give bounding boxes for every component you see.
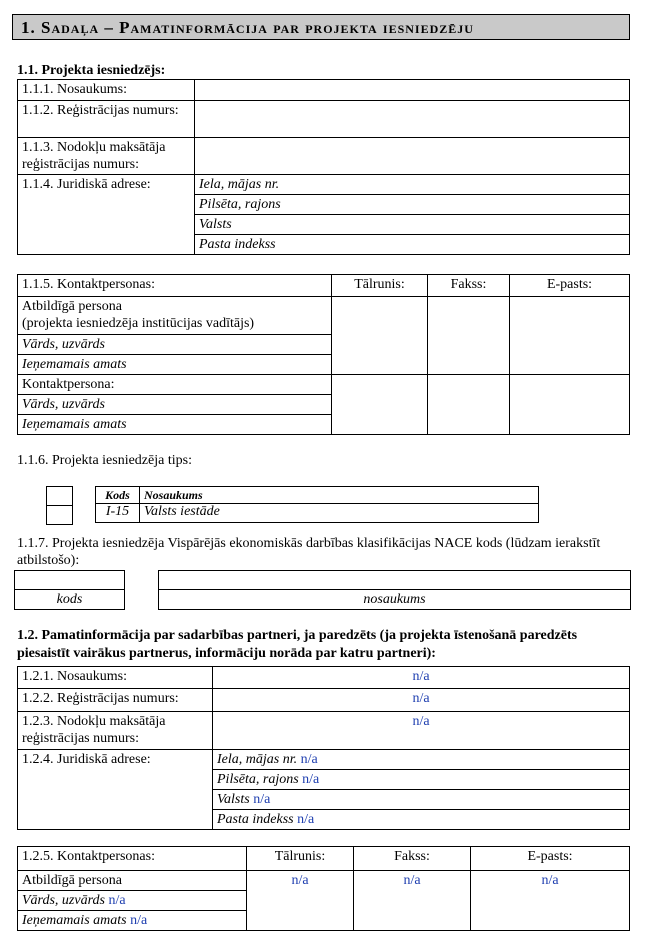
partner-email-value[interactable]: n/a xyxy=(471,871,630,931)
type-name-value: Valsts iestāde xyxy=(140,504,539,523)
nace-label: 1.1.7. Projekta iesniedzēja Vispārējās ekonomiskās darbības klasifikācijas NACE kods (lūdzam ierakstīt atbilstošo): xyxy=(17,536,601,568)
type-checkbox-1[interactable] xyxy=(47,487,73,506)
contact-fax-field[interactable] xyxy=(428,375,510,435)
applicant-type-label: 1.1.6. Projekta iesniedzēja tips: xyxy=(17,453,192,468)
city-field[interactable]: Pilsēta, rajons xyxy=(195,195,630,215)
responsible-person-label: Atbildīgā persona (projekta iesniedzēja institūcijas vadītājs) xyxy=(18,297,332,335)
email-header: E-pasts: xyxy=(510,275,630,297)
type-name-header: Nosaukums xyxy=(140,487,539,504)
partner-city-field[interactable]: Pilsēta, rajons n/a xyxy=(213,770,630,790)
nace-code-field[interactable] xyxy=(15,571,125,590)
responsible-name-field[interactable]: Vārds, uzvārds xyxy=(18,335,332,355)
fax-header: Fakss: xyxy=(428,275,510,297)
reg-label: 1.1.2. Reģistrācijas numurs: xyxy=(18,101,195,138)
partner-table xyxy=(17,666,630,830)
partner-tax-value[interactable]: n/a xyxy=(213,712,630,750)
partner-reg-value[interactable]: n/a xyxy=(213,689,630,712)
phone-header: Tālrunis: xyxy=(332,275,428,297)
responsible-phone-field[interactable] xyxy=(332,297,428,375)
partner-street-field[interactable]: Iela, mājas nr. n/a xyxy=(213,750,630,770)
partner-responsible-position-field[interactable]: Ieņemamais amats n/a xyxy=(18,911,247,931)
partner-tax-label: 1.2.3. Nodokļu maksātāja reģistrācijas numurs: xyxy=(18,712,213,750)
partner-name-value[interactable]: n/a xyxy=(213,667,630,689)
type-code-table xyxy=(95,486,539,523)
partner-name-label: 1.2.1. Nosaukums: xyxy=(18,667,213,689)
partner-email-header: E-pasts: xyxy=(471,847,630,871)
nace-name-caption: nosaukums xyxy=(159,590,631,610)
name-label: 1.1.1. Nosaukums: xyxy=(18,80,195,101)
tax-field[interactable] xyxy=(195,138,630,175)
partner-country-field[interactable]: Valsts n/a xyxy=(213,790,630,810)
nace-code-caption: kods xyxy=(15,590,125,610)
responsible-position-field[interactable]: Ieņemamais amats xyxy=(18,355,332,375)
contacts-table xyxy=(17,274,630,435)
contact-person-label: Kontaktpersona: xyxy=(18,375,332,395)
partner-contacts-label: 1.2.5. Kontaktpersonas: xyxy=(18,847,247,871)
section-header: 1. Sadaļa – Pamatinformācija par projekta iesniedzēju xyxy=(12,14,630,40)
contacts-label: 1.1.5. Kontaktpersonas: xyxy=(18,275,332,297)
contact-name-field[interactable]: Vārds, uzvārds xyxy=(18,395,332,415)
postcode-field[interactable]: Pasta indekss xyxy=(195,235,630,255)
contact-phone-field[interactable] xyxy=(332,375,428,435)
applicant-table xyxy=(17,79,630,255)
partner-fax-header: Fakss: xyxy=(354,847,471,871)
partner-contacts-table xyxy=(17,846,630,931)
partner-postcode-field[interactable]: Pasta indekss n/a xyxy=(213,810,630,830)
name-field[interactable] xyxy=(195,80,630,101)
type-code-header: Kods xyxy=(96,487,140,504)
tax-label: 1.1.3. Nodokļu maksātāja reģistrācijas numurs: xyxy=(18,138,195,175)
contact-position-field[interactable]: Ieņemamais amats xyxy=(18,415,332,435)
partner-responsible-label: Atbildīgā persona xyxy=(18,871,247,891)
country-field[interactable]: Valsts xyxy=(195,215,630,235)
street-field[interactable]: Iela, mājas nr. xyxy=(195,175,630,195)
type-checkbox-2[interactable] xyxy=(47,506,73,525)
partner-phone-header: Tālrunis: xyxy=(247,847,354,871)
partner-reg-label: 1.2.2. Reģistrācijas numurs: xyxy=(18,689,213,712)
partner-fax-value[interactable]: n/a xyxy=(354,871,471,931)
reg-field[interactable] xyxy=(195,101,630,138)
nace-name-table xyxy=(158,570,631,610)
partner-responsible-name-field[interactable]: Vārds, uzvārds n/a xyxy=(18,891,247,911)
responsible-email-field[interactable] xyxy=(510,297,630,375)
heading-1-1: 1.1. Projekta iesniedzējs: xyxy=(17,63,166,78)
type-checkbox-table xyxy=(46,486,73,525)
nace-name-field[interactable] xyxy=(159,571,631,590)
address-label: 1.1.4. Juridiskā adrese: xyxy=(18,175,195,255)
responsible-fax-field[interactable] xyxy=(428,297,510,375)
nace-code-table xyxy=(14,570,125,610)
heading-1-2: 1.2. Pamatinformācija par sadarbības partneri, ja paredzēts (ja projekta īstenošanā paredzēts piesaistīt vairākus partnerus, informāciju norāda par katru partneri): xyxy=(17,628,578,661)
type-code-value: I-15 xyxy=(96,504,140,523)
contact-email-field[interactable] xyxy=(510,375,630,435)
partner-address-label: 1.2.4. Juridiskā adrese: xyxy=(18,750,213,830)
partner-phone-value[interactable]: n/a xyxy=(247,871,354,931)
